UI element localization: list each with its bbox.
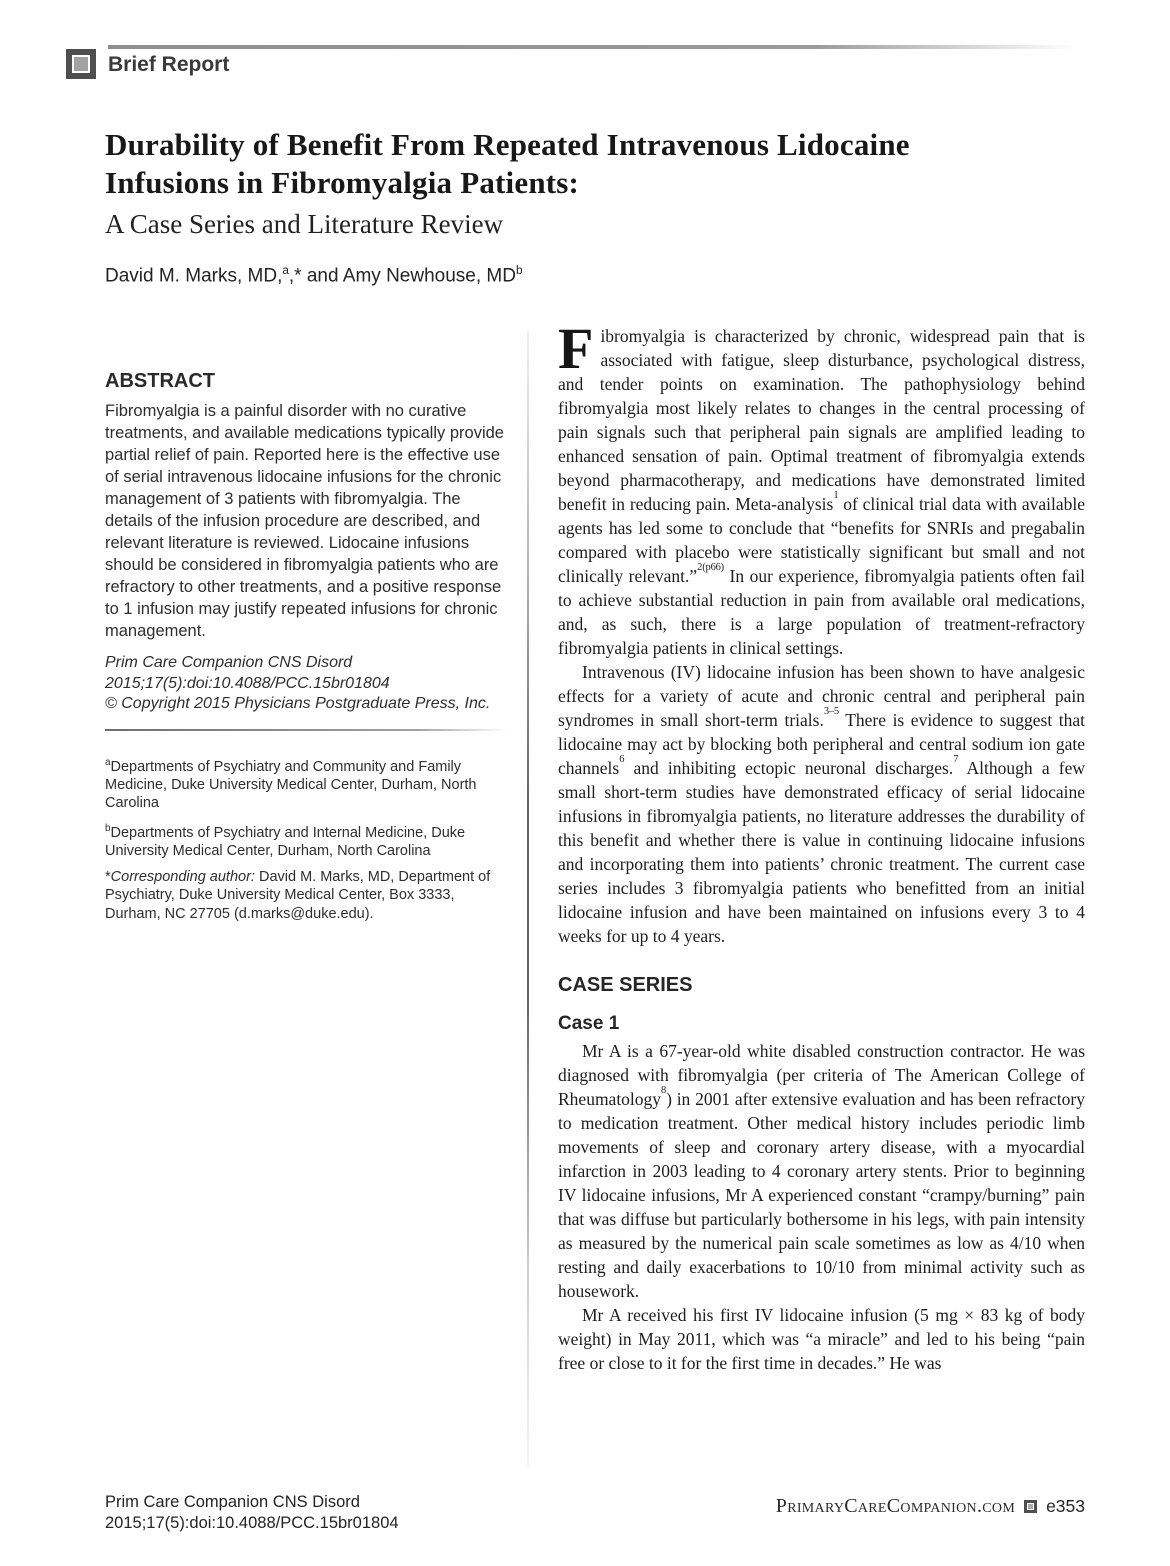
article-title-line1: Durability of Benefit From Repeated Intravenous Lidocaine <box>105 127 910 162</box>
citation-journal-name: Prim Care Companion CNS Disord <box>105 654 353 671</box>
footer-journal-info <box>105 1492 399 1534</box>
affiliations-block <box>105 754 507 924</box>
abstract-heading: ABSTRACT <box>105 370 215 392</box>
kicker-label: Brief Report <box>108 53 230 76</box>
case-1-heading: Case 1 <box>558 1013 620 1034</box>
journal-citation-block <box>105 653 507 715</box>
citation-doi: 2015;17(5):doi:10.4088/PCC.15br01804 <box>105 674 390 692</box>
affiliation-a: $^a$Departments of Psychiatry and Community and Family Medicine, Duke University Medical Center, Durham, North Carolina <box>105 756 477 812</box>
article-title <box>105 126 1105 202</box>
affiliation-b: $^b$Departments of Psychiatry and Internal Medicine, Duke University Medical Center, Durham, North Carolina <box>105 822 466 860</box>
title-block <box>105 126 1105 287</box>
main-column <box>558 316 1086 1375</box>
body-paragraph-2: Intravenous (IV) lidocaine infusion has been shown to have analgesic effects for a variety of acute and chronic central and peripheral pain syndromes in small short-term trials.$^{3-5}$ There is evidence to suggest that lidocaine may act by blocking both peripheral and central sodium ion gate channels$^6$ and inhibiting ectopic neuronal discharges.$^7$ Although a few small short-term studies have demonstrated efficacy of serial lidocaine infusions in fibromyalgia patients, no literature addresses the durability of this benefit and whether there is value in continuing lidocaine infusions and incorporating them into patients’ chronic treatment. The current case series includes 3 fibromyalgia patients who benefitted from an initial lidocaine infusion and have been maintained on infusions every 3 to 4 weeks for up to 4 years. <box>558 662 1086 946</box>
column-divider-rule <box>527 330 529 1470</box>
abstract-divider-rule <box>105 729 507 731</box>
body-paragraph-4: Mr A received his first IV lidocaine infusion (5 mg × 83 kg of body weight) in May 2011, which was “a miracle” and led to his being “pain free or close to it for the first time in decades.” He was <box>558 1305 1085 1373</box>
abstract-body: Fibromyalgia is a painful disorder with no curative treatments, and available medications typically provide partial relief of pain. Reported here is the effective use of serial intravenous lidocaine infusions for the chronic management of 3 patients with fibromyalgia. The details of the infusion procedure are described, and relevant literature is reviewed. Lidocaine infusions should be considered in fibromyalgia patients who are refractory to other treatments, and a positive response to 1 infusion may justify repeated infusions for chronic management. <box>105 402 504 640</box>
case-series-heading: CASE SERIES <box>558 974 693 996</box>
header-rule <box>108 45 1086 49</box>
square-badge-icon <box>66 49 96 79</box>
footer-site-name: PrimaryCareCompanion.com <box>775 1495 1016 1517</box>
article-subtitle: A Case Series and Literature Review <box>105 209 504 239</box>
footer-page-number: e353 <box>1046 1496 1085 1516</box>
square-page-marker-icon <box>1024 1500 1037 1513</box>
body-paragraph-3: Mr A is a 67-year-old white disabled construction contractor. He was diagnosed with fibromyalgia (per criteria of The American College of Rheumatology$^8$) in 2001 after extensive evaluation and has been refractory to medication treatment. Other medical history includes periodic limb movements of sleep and coronary artery disease, with a myocardial infarction in 2003 leading to 4 coronary artery stents. Prior to beginning IV lidocaine infusions, Mr A experienced constant “crampy/burning” pain that was diffuse but particularly bothersome in his legs, with pain intensity as measured by the numerical pain scale sometimes as low as 4/10 when resting and daily exacerbations to 10/10 from minimal activity such as housework. <box>558 1041 1085 1301</box>
footer-doi: 2015;17(5):doi:10.4088/PCC.15br01804 <box>105 1514 399 1532</box>
drop-cap: F <box>558 316 594 381</box>
authors-line: David M. Marks, MD,$^a$,* and Amy Newhouse, $MD^b$ <box>105 264 523 287</box>
footer-site-info <box>776 1495 1085 1518</box>
corresponding-author-note: *Corresponding author: David M. Marks, MD, Department of Psychiatry, Duke University Medical Center, Box 3333, Durham, NC 27705 (d.marks@duke.edu). <box>105 868 491 922</box>
body-paragraph-1 <box>558 316 1086 660</box>
left-column <box>105 370 507 930</box>
footer-journal-name: Prim Care Companion CNS Disord <box>105 1493 360 1511</box>
article-title-line2: Infusions in Fibromyalgia Patients: <box>105 165 580 200</box>
body-paragraph-1-text: ibromyalgia is characterized by chronic, widespread pain that is associated with fatigue, sleep disturbance, psychological distress, and tender points on examination. The pathophysiology behind fibromyalgia most likely relates to changes in the central processing of pain signals such that peripheral pain signals are amplified leading to enhanced sensation of pain. Optimal treatment of fibromyalgia extends beyond pharmacotherapy, and medications have demonstrated limited benefit in reducing pain. Meta-analysis$^1$ of clinical trial data with available agents has led some to conclude that “benefits for SNRIs and pregabalin compared with placebo were statistically significant but small and not clinically relevant.”$^{2(p66)}$ In our experience, fibromyalgia patients often fail to achieve substantial reduction in pain from available oral medications, and, as such, there is a large population of treatment-refractory fibromyalgia patients in clinical settings. <box>558 326 1086 658</box>
copyright-line: © Copyright 2015 Physicians Postgraduate Press, Inc. <box>105 695 491 712</box>
